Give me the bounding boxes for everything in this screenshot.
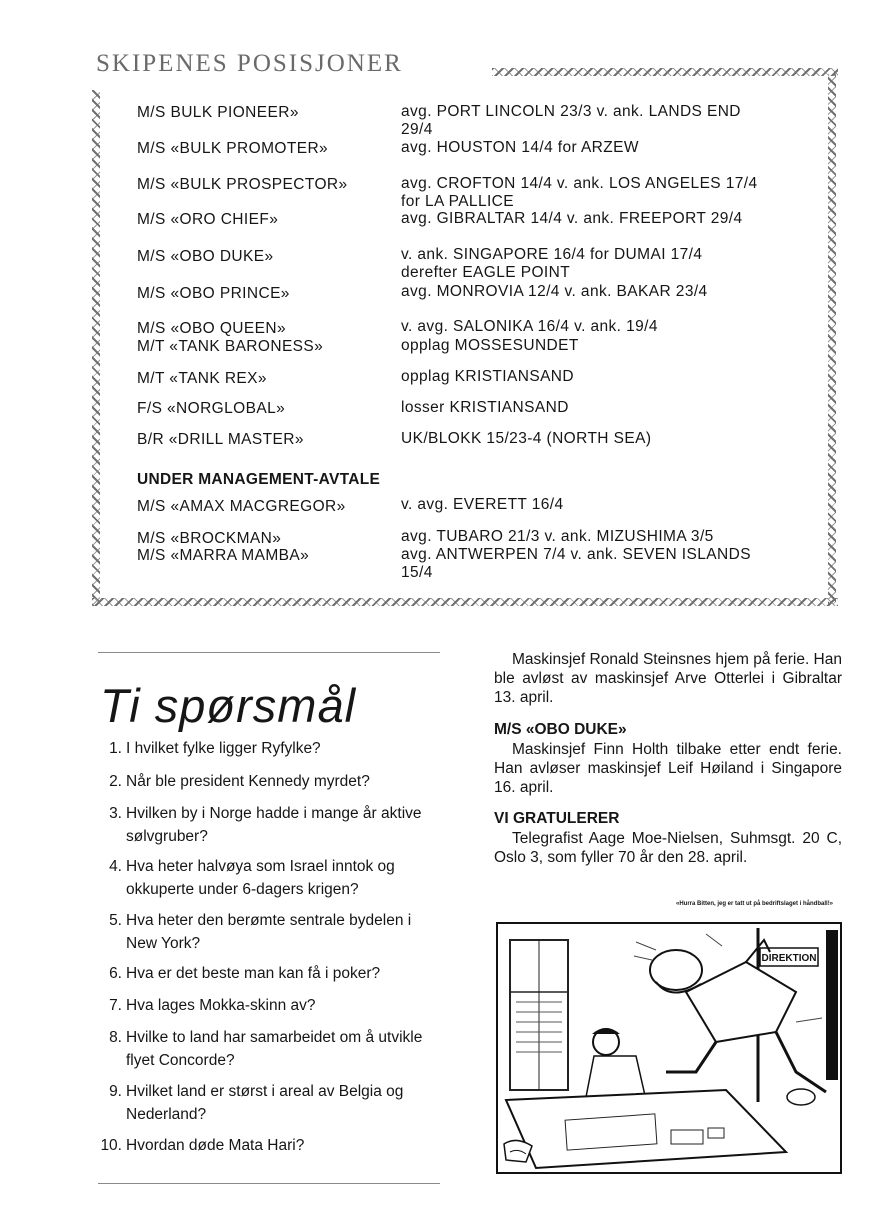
ship-position: losser KRISTIANSAND (401, 399, 569, 416)
ship-name: M/S «OBO QUEEN» (137, 320, 286, 337)
ship-position: avg. TUBARO 21/3 v. ank. MIZUSHIMA 3/5 (401, 528, 714, 545)
ship-position: avg. ANTWERPEN 7/4 v. ank. SEVEN ISLANDS 15/4 (401, 546, 751, 581)
ship-position: v. ank. SINGAPORE 16/4 for DUMAI 17/4 derefter EAGLE POINT (401, 246, 703, 281)
ship-position: opplag KRISTIANSAND (401, 368, 574, 385)
rope-border-top (492, 68, 838, 76)
ship-name: M/S «BULK PROMOTER» (137, 140, 329, 157)
question-number: 1. (109, 740, 122, 757)
question-text: Hva er det beste man kan få i poker? (126, 965, 381, 982)
question-number: 5. (109, 912, 122, 929)
ship-name: M/S «AMAX MACGREGOR» (137, 498, 346, 515)
question-text: Hvilke to land har samarbeidet om å utvikle flyet Concorde? (126, 1029, 423, 1069)
news-heading: M/S «OBO DUKE» (494, 721, 627, 738)
cartoon-caption: «Hurra Bitten, jeg er tatt ut på bedriftslaget i håndball!» (676, 901, 834, 907)
ship-name: M/S «BULK PROSPECTOR» (137, 176, 348, 193)
ship-name: M/S «ORO CHIEF» (137, 211, 279, 228)
ship-name: B/R «DRILL MASTER» (137, 431, 304, 448)
rope-border-right (828, 74, 836, 604)
question-text: Hvilken by i Norge hadde i mange år aktive sølvgruber? (126, 805, 422, 845)
ship-name: M/S «MARRA MAMBA» (137, 547, 310, 564)
question-text: I hvilket fylke ligger Ryfylke? (126, 740, 321, 757)
ship-name: F/S «NORGLOBAL» (137, 400, 286, 417)
ship-name: M/S «BROCKMAN» (137, 530, 282, 547)
quiz-bottom-rule (98, 1183, 440, 1184)
door-sign: DIREKTION (761, 953, 817, 964)
ship-position: opplag MOSSESUNDET (401, 337, 579, 354)
rope-border-left (92, 90, 100, 606)
ship-position: avg. CROFTON 14/4 v. ank. LOS ANGELES 17/4 for LA PALLICE (401, 175, 758, 210)
question-number: 3. (109, 805, 122, 822)
question-number: 10. (100, 1137, 122, 1154)
management-heading: UNDER MANAGEMENT-AVTALE (137, 471, 381, 488)
ship-position: avg. GIBRALTAR 14/4 v. ank. FREEPORT 29/4 (401, 210, 743, 227)
question-text: Når ble president Kennedy myrdet? (126, 773, 370, 790)
news-paragraph: Maskinsjef Finn Holth tilbake etter endt ferie. Han avløser maskinsjef Leif Høiland i Singapore 16. april. (494, 741, 842, 796)
ship-position: avg. MONROVIA 12/4 v. ank. BAKAR 23/4 (401, 283, 708, 300)
ship-position: avg. PORT LINCOLN 23/3 v. ank. LANDS END 29/4 (401, 103, 741, 138)
cartoon-illustration (496, 922, 842, 1174)
question-number: 8. (109, 1029, 122, 1046)
ship-position: v. avg. SALONIKA 16/4 v. ank. 19/4 (401, 318, 658, 335)
quiz-top-rule (98, 652, 440, 653)
rope-border-bottom (92, 598, 838, 606)
question-text: Hvilket land er størst i areal av Belgia og Nederland? (126, 1083, 404, 1123)
question-text: Hva heter halvøya som Israel inntok og okkuperte under 6-dagers krigen? (126, 858, 395, 898)
ship-name: M/S «OBO DUKE» (137, 248, 274, 265)
ship-position: UK/BLOKK 15/23-4 (NORTH SEA) (401, 430, 652, 447)
question-text: Hvordan døde Mata Hari? (126, 1137, 305, 1154)
question-text: Hva heter den berømte sentrale bydelen i New York? (126, 912, 412, 952)
question-number: 4. (109, 858, 122, 875)
quiz-title: Ti spørsmål (100, 679, 357, 732)
ship-position: v. avg. EVERETT 16/4 (401, 496, 564, 513)
question-number: 9. (109, 1083, 122, 1100)
ship-name: M/T «TANK REX» (137, 370, 267, 387)
question-number: 2. (109, 773, 122, 790)
news-paragraph: Telegrafist Aage Moe-Nielsen, Suhmsgt. 20 C, Oslo 3, som fyller 70 år den 28. april. (494, 830, 842, 866)
ship-name: M/S «OBO PRINCE» (137, 285, 290, 302)
ship-position: avg. HOUSTON 14/4 for ARZEW (401, 139, 639, 156)
question-number: 7. (109, 997, 122, 1014)
question-number: 6. (109, 965, 122, 982)
ship-name: M/T «TANK BARONESS» (137, 338, 324, 355)
news-heading: VI GRATULERER (494, 810, 620, 827)
page-title: SKIPENES POSISJONER (96, 50, 403, 77)
ship-name: M/S BULK PIONEER» (137, 104, 299, 121)
question-text: Hva lages Mokka-skinn av? (126, 997, 316, 1014)
news-paragraph: Maskinsjef Ronald Steinsnes hjem på ferie. Han ble avløst av maskinsjef Arve Otterlei i Gibraltar 13. april. (494, 651, 842, 706)
